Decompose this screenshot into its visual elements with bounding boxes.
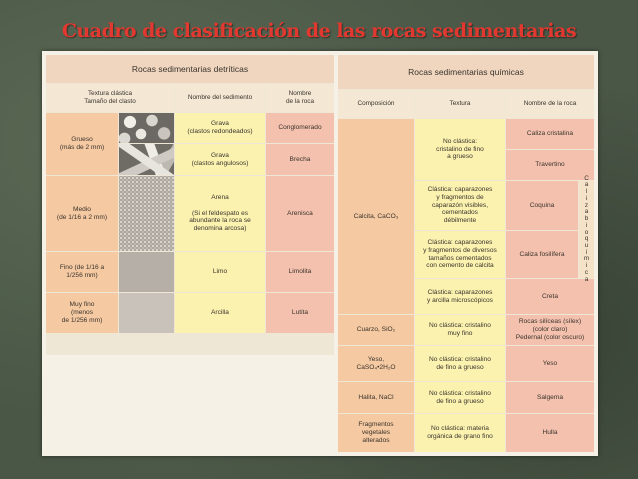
textura-medio: Medio (de 1/16 a 2 mm) [46, 176, 118, 251]
classification-table [42, 51, 598, 456]
textura-fino: Fino (de 1/16 a 1/256 mm) [46, 252, 118, 292]
col-header-nombre-roca: Nombre de la roca [506, 90, 594, 118]
textura-calcita-cristalino: No clástica: cristalino de fino a grueso [415, 119, 505, 180]
gravel-rounded-image [119, 113, 174, 143]
quimicas-header: Rocas sedimentarias químicas [338, 55, 594, 89]
quimicas-panel [338, 55, 594, 452]
roca-brecha: Brecha [266, 144, 334, 175]
roca-salgema: Salgema [506, 382, 594, 413]
textura-yeso: No clástica: cristalino de fino a grueso [415, 346, 505, 381]
textura-hulla: No clástica: materia orgánica de grano fino [415, 414, 505, 452]
comp-cuarzo: Cuarzo, SiO₂ [338, 315, 414, 345]
detriticas-panel [46, 55, 334, 355]
sand-image [119, 176, 174, 251]
roca-yeso: Yeso [506, 346, 594, 381]
roca-silex: Rocas silíceas (sílex) (color claro) Pedernal (color oscuro) [506, 315, 594, 345]
sedimento-grava-angulosa: Grava (clastos angulosos) [175, 144, 265, 175]
sedimento-arena: Arena (Si el feldespato es abundante la roca se denomina arcosa) [175, 176, 265, 251]
roca-travertino: Travertino [506, 150, 594, 180]
textura-calcita-coquina: Clástica: caparazones y fragmentos de caparazón visibles, cementados débilmente [415, 181, 505, 230]
textura-cuarzo: No clástica: cristalino muy fino [415, 315, 505, 345]
col-header-composicion: Composición [338, 90, 414, 118]
comp-calcita: Calcita, CaCO₃ [338, 119, 414, 314]
roca-arenisca: Arenisca [266, 176, 334, 251]
caliza-bioquimica-label: C a l i z a b i o q u í m i c a [579, 181, 594, 278]
roca-caliza-fosilifera: Caliza fosilífera [506, 231, 578, 278]
slide-title: Cuadro de clasificación de las rocas sedimentarias [61, 20, 577, 42]
roca-limolita: Limolita [266, 252, 334, 292]
comp-fragmentos-vegetales: Fragmentos vegetales alterados [338, 414, 414, 452]
sedimento-limo: Limo [175, 252, 265, 292]
textura-grueso: Grueso (más de 2 mm) [46, 113, 118, 175]
clay-image [119, 293, 174, 333]
col-header-textura: Textura clástica Tamaño del clasto [46, 84, 174, 112]
sedimento-grava-redondeada: Grava (clastos redondeados) [175, 113, 265, 143]
textura-calcita-fosilifera: Clástica: caparazones y fragmentos de diversos tamaños cementados con cemento de calcita [415, 231, 505, 278]
comp-yeso: Yeso, CaSO₄•2H₂O [338, 346, 414, 381]
roca-coquina: Coquina [506, 181, 578, 230]
silt-image [119, 252, 174, 292]
gravel-angular-image [119, 144, 174, 175]
textura-halita: No clástica: cristalino de fino a grueso [415, 382, 505, 413]
detriticas-header: Rocas sedimentarias detríticas [46, 55, 334, 83]
roca-conglomerado: Conglomerado [266, 113, 334, 143]
roca-caliza-cristalina: Caliza cristalina [506, 119, 594, 149]
roca-hulla: Hulla [506, 414, 594, 452]
textura-muy-fino: Muy fino (menos de 1/256 mm) [46, 293, 118, 333]
col-header-textura-q: Textura [415, 90, 505, 118]
col-header-sedimento: Nombre del sedimento [175, 84, 265, 112]
roca-lutita: Lutita [266, 293, 334, 333]
col-header-roca: Nombre de la roca [266, 84, 334, 112]
sedimento-arcilla: Arcilla [175, 293, 265, 333]
roca-creta: Creta [506, 279, 594, 314]
textura-calcita-creta: Clástica: caparazones y arcilla microscópicos [415, 279, 505, 314]
comp-halita: Halita, NaCl [338, 382, 414, 413]
